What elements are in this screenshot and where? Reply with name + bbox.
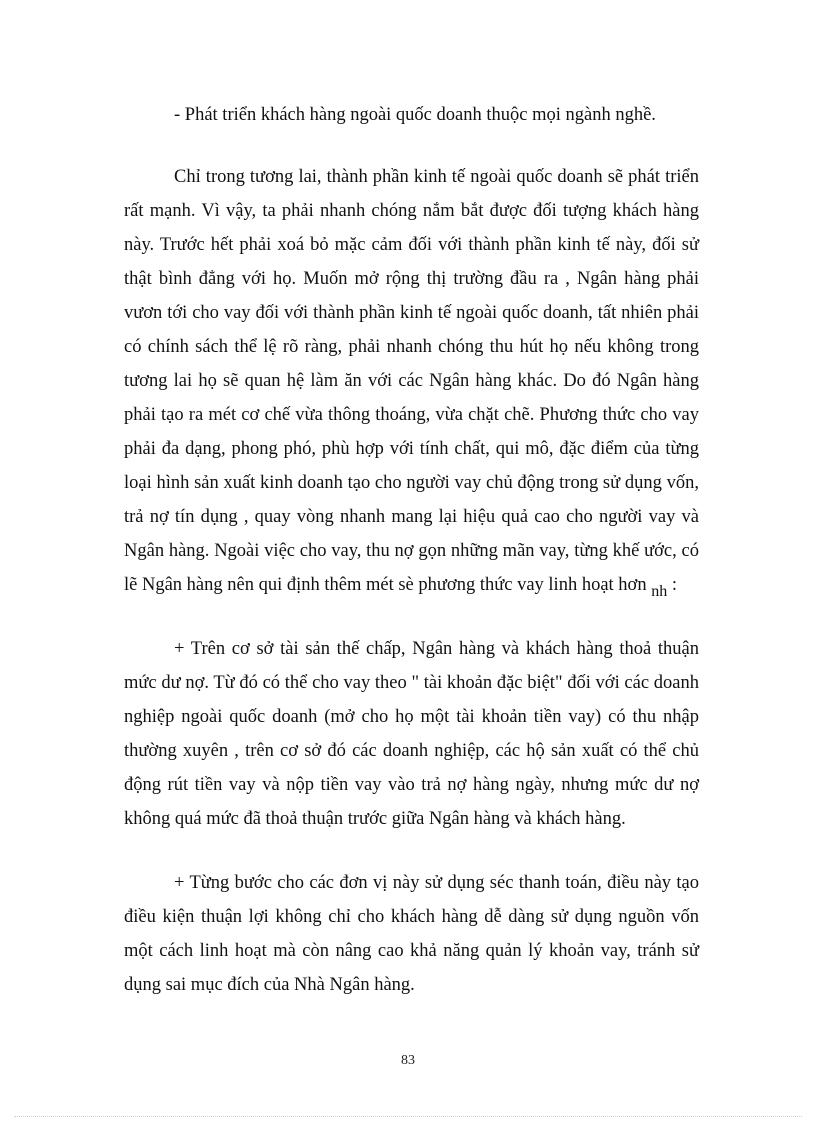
page-number: 83 bbox=[401, 1053, 415, 1068]
paragraph-3 bbox=[124, 866, 699, 1002]
page-bottom-divider bbox=[14, 1116, 802, 1117]
paragraph-1-subscript: nh bbox=[651, 583, 668, 600]
paragraph-1-end: : bbox=[667, 575, 677, 595]
paragraph-2 bbox=[124, 632, 699, 836]
paragraph-1-text: Chỉ trong tương lai, thành phần kinh tế ngoài quốc doanh sẽ phát triển rất mạnh. Vì vậy, ta phải nhanh chóng nắm bắt được đối tượng khách hàng này. Trước hết phải xoá bỏ mặc cảm đối với thành phần kinh tế này, đối sử thật bình đẳng với họ. Muốn mở rộng thị trường đầu ra , Ngân hàng phải vươn tới cho vay đối với thành phần kinh tế ngoài quốc doanh, tất nhiên phải có chính sách thể lệ rõ ràng, phải nhanh chóng thu hút họ nếu không trong tương lai họ sẽ quan hệ làm ăn với các Ngân hàng khác. Do đó Ngân hàng phải tạo ra mét cơ chế vừa thông thoáng, vừa chặt chẽ. Phương thức cho vay phải đa dạng, phong phó, phù hợp với tính chất, qui mô, đặc điểm của từng loại hình sản xuất kinh doanh tạo cho người vay chủ động trong sử dụng vốn, trả nợ tín dụng , quay vòng nhanh mang lại hiệu quả cao cho người vay và Ngân hàng. Ngoài việc cho vay, thu nợ gọn những mãn vay, từng khế ước, có lẽ Ngân hàng nên qui định thêm mét sè phương thức vay linh hoạt hơn bbox=[124, 167, 699, 595]
paragraph-2-text: + Trên cơ sở tài sản thế chấp, Ngân hàng và khách hàng thoả thuận mức dư nợ. Từ đó có thể cho vay theo " tài khoản đặc biệt" đối với các doanh nghiệp ngoài quốc doanh (mở cho họ một tài khoản tiền vay) có thu nhập thường xuyên , trên cơ sở đó các doanh nghiệp, các hộ sản xuất có thể chủ động rút tiền vay và nộp tiền vay vào trả nợ hàng ngày, nhưng mức dư nợ không quá mức đã thoả thuận trước giữa Ngân hàng và khách hàng. bbox=[124, 639, 699, 829]
intro-line bbox=[124, 98, 699, 132]
paragraph-3-text: + Từng bước cho các đơn vị này sử dụng séc thanh toán, điều này tạo điều kiện thuận lợi không chỉ cho khách hàng dễ dàng sử dụng nguồn vốn một cách linh hoạt mà còn nâng cao khả năng quản lý khoản vay, tránh sử dụng sai mục đích của Nhà Ngân hàng. bbox=[124, 873, 699, 995]
intro-line-text: - Phát triển khách hàng ngoài quốc doanh thuộc mọi ngành nghề. bbox=[174, 105, 656, 125]
paragraph-1 bbox=[124, 160, 699, 609]
